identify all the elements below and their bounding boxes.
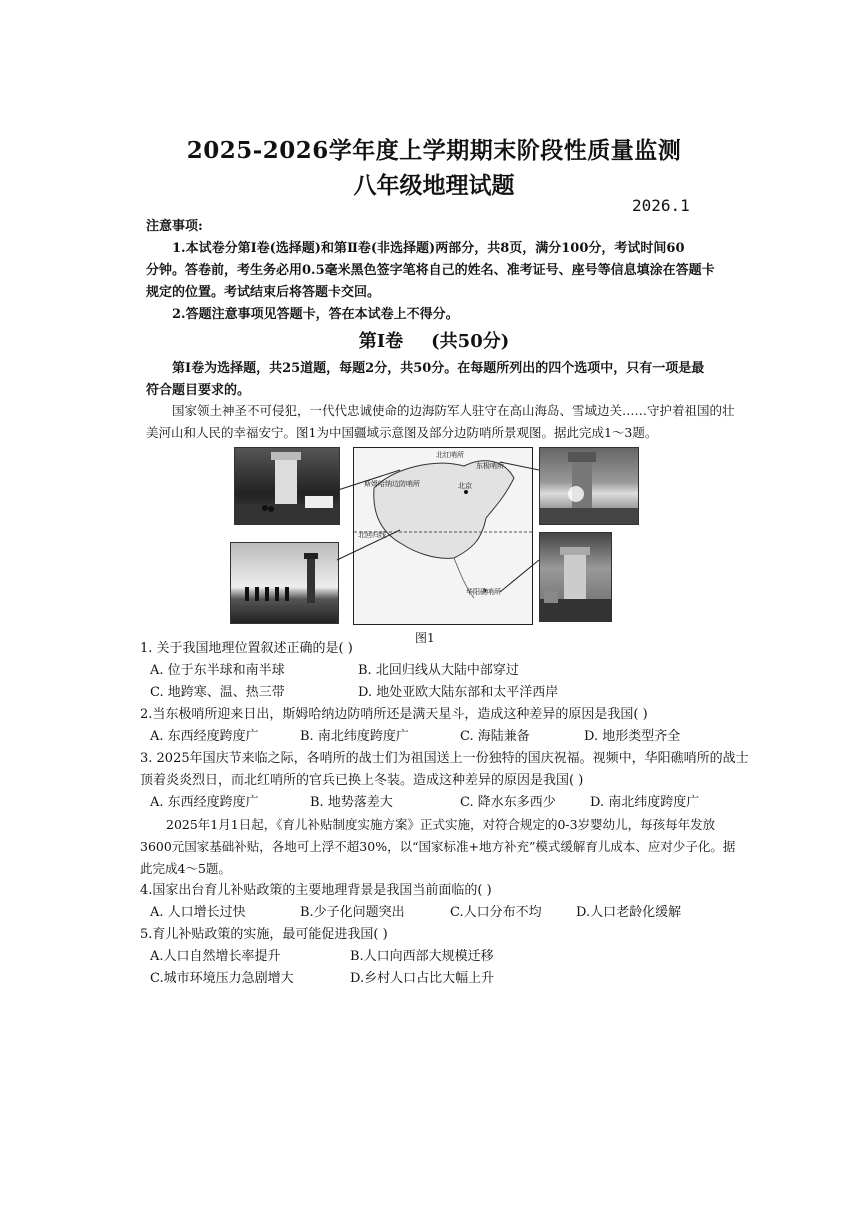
q4-option-c[interactable]: C.人口分布不均	[450, 905, 542, 920]
q1-option-b[interactable]: B. 北回归线从大陆中部穿过	[358, 663, 519, 678]
map-label-beihong: 北红哨所	[436, 451, 464, 459]
section-name: 第Ⅰ卷	[358, 331, 404, 352]
q4-option-b[interactable]: B.少子化问题突出	[300, 905, 405, 920]
q4-option-d[interactable]: D.人口老龄化缓解	[576, 905, 682, 920]
q3-stem-line1: 3. 2025年国庆节来临之际，各哨所的战士们为祖国送上一份独特的国庆祝福。视频中，华阳礁哨所的战士	[140, 751, 749, 766]
q5-option-b[interactable]: B.人口向西部大规模迁移	[350, 949, 494, 964]
q5-option-c[interactable]: C.城市环境压力急剧增大	[150, 971, 294, 986]
question-2	[140, 704, 720, 748]
notice-heading: 注意事项:	[146, 219, 203, 234]
q5-options-row1	[140, 946, 720, 968]
q2-stem: 2.当东极哨所迎来日出，斯姆哈纳边防哨所还是满天星斗，造成这种差异的原因是我国( )	[140, 707, 648, 722]
q1-option-d[interactable]: D. 地处亚欧大陆东部和太平洋西岸	[358, 685, 559, 700]
material2-line1: 2025年1月1日起，《育儿补贴制度实施方案》正式实施，对符合规定的0-3岁婴幼儿，每孩每年发放	[166, 817, 716, 832]
question-5	[140, 924, 720, 990]
material2-line3: 此完成4～5题。	[140, 861, 231, 876]
q1-option-c[interactable]: C. 地跨寒、温、热三带	[150, 685, 285, 700]
exam-subtitle: 八年级地理试题	[353, 172, 515, 199]
q1-stem: 1. 关于我国地理位置叙述正确的是( )	[140, 641, 353, 656]
section-score: (共50分)	[431, 331, 510, 352]
map-label-dongji: 东极哨所	[476, 462, 504, 470]
figure-caption: 图1	[415, 631, 435, 645]
question-1	[140, 638, 720, 704]
q5-options-row2	[140, 968, 720, 990]
material1-line1: 国家领土神圣不可侵犯，一代代忠诚使命的边海防军人驻守在高山海岛、雪域边关……守护着祖国的壮	[172, 403, 735, 418]
notice-item2: 2.答题注意事项见答题卡，答在本试卷上不得分。	[172, 307, 459, 322]
notice-item1-line2: 分钟。答卷前，考生务必用0.5毫米黑色签字笔将自己的姓名、准考证号、座号等信息填涂在答题卡	[146, 263, 715, 278]
q2-option-d[interactable]: D. 地形类型齐全	[584, 729, 681, 744]
q5-option-a[interactable]: A.人口自然增长率提升	[150, 949, 281, 964]
q3-option-d[interactable]: D. 南北纬度跨度广	[590, 795, 700, 810]
section-intro-line2: 符合题目要求的。	[146, 383, 251, 398]
q5-stem: 5.育儿补贴政策的实施，最可能促进我国( )	[140, 927, 388, 942]
q3-stem-line2: 顶着炎炎烈日，而北红哨所的官兵已换上冬装。造成这种差异的原因是我国( )	[140, 773, 584, 788]
notice-item1-line1: 1.本试卷分第Ⅰ卷(选择题)和第Ⅱ卷(非选择题)两部分，共8页，满分100分，考试时间60	[172, 241, 685, 256]
q3-option-c[interactable]: C. 降水东多西少	[460, 795, 556, 810]
q1-option-a[interactable]: A. 位于东半球和南半球	[150, 663, 285, 678]
q1-options-row1	[140, 660, 720, 682]
question-3	[140, 748, 749, 814]
map-label-huayang: 华阳礁哨所	[466, 588, 501, 596]
q4-options	[140, 902, 720, 924]
question-4	[140, 880, 720, 924]
exam-date: 2026.1	[632, 196, 690, 215]
map-label-simuhana: 斯姆哈纳边防哨所	[364, 480, 420, 488]
material2	[140, 814, 736, 880]
q4-option-a[interactable]: A. 人口增长过快	[150, 905, 246, 920]
q2-option-c[interactable]: C. 海陆兼备	[460, 729, 530, 744]
q4-stem: 4.国家出台育儿补贴政策的主要地理背景是我国当前面临的( )	[140, 883, 492, 898]
q3-option-a[interactable]: A. 东西经度跨度广	[150, 795, 259, 810]
q1-options-row2	[140, 682, 720, 704]
notice-item1-line3: 规定的位置。考试结束后将答题卡交回。	[146, 285, 381, 300]
map-label-beijing: 北京	[458, 482, 472, 490]
q2-option-b[interactable]: B. 南北纬度跨度广	[300, 729, 409, 744]
q3-option-b[interactable]: B. 地势落差大	[310, 795, 393, 810]
q5-option-d[interactable]: D.乡村人口占比大幅上升	[350, 971, 495, 986]
q2-options	[140, 726, 720, 748]
map-label-tropic: 北回归线	[358, 531, 386, 539]
material1-line2: 美河山和人民的幸福安宁。图1为中国疆域示意图及部分边防哨所景观图。据此完成1～3题。	[146, 425, 658, 440]
exam-title: 2025-2026学年度上学期期末阶段性质量监测	[186, 137, 682, 164]
q3-options	[140, 792, 720, 814]
material2-line2: 3600元国家基础补贴，各地可上浮不超30%，以“国家标准+地方补充”模式缓解育儿成本、应对少子化。据	[140, 839, 736, 854]
q2-option-a[interactable]: A. 东西经度跨度广	[150, 729, 259, 744]
section-intro-line1: 第Ⅰ卷为选择题，共25道题，每题2分，共50分。在每题所列出的四个选项中，只有一项是最	[172, 361, 705, 376]
